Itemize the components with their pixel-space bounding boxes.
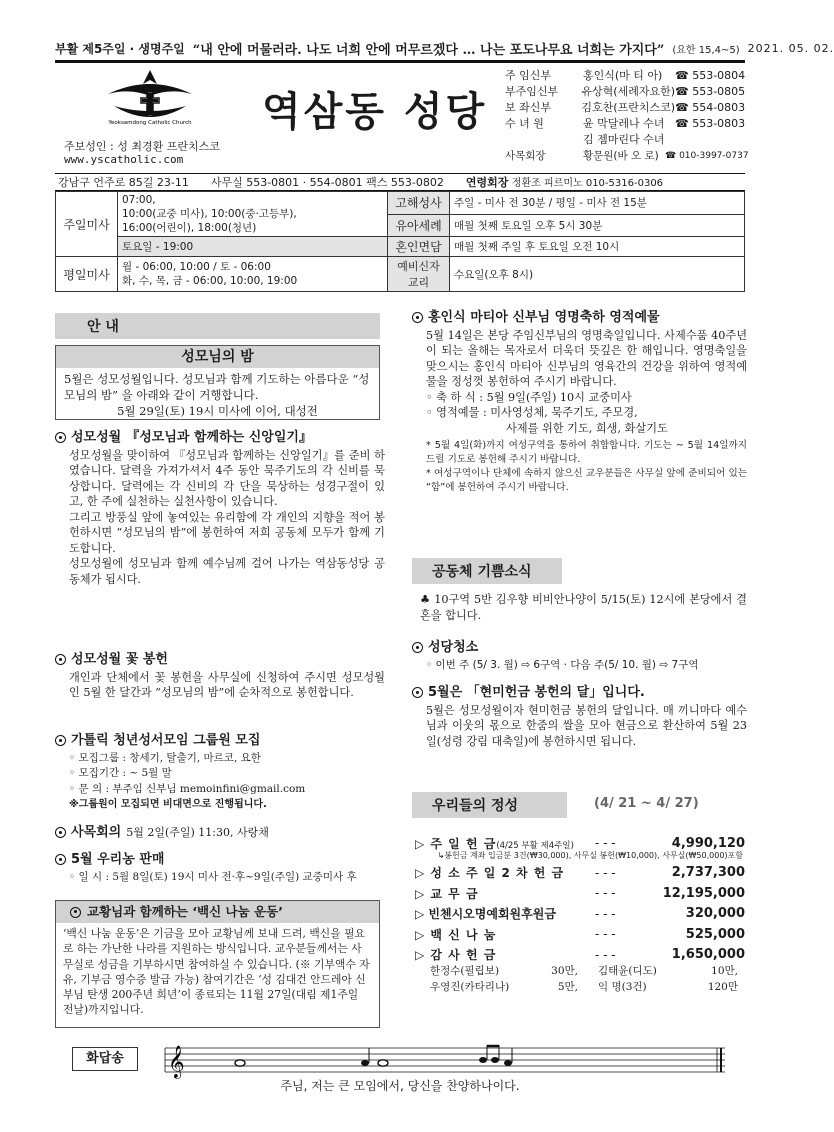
diary-notice xyxy=(55,430,385,587)
offering-note: ↳봉헌금 계좌 입금분 3건(₩30,000), 사무실 봉헌(₩10,000), 사무실(₩50,000)포함 xyxy=(437,850,743,860)
diary-paragraph: 그리고 방풍실 앞에 놓여있는 유리함에 각 개인의 지향을 적어 봉헌하시면 “성모님의 밤”에 봉헌하여 저희 공동체 모두가 함께 기도합니다. xyxy=(69,510,385,555)
thanksgiving-donors xyxy=(430,963,740,995)
donor-amount: 10만, xyxy=(711,965,738,977)
vaccine-sharing-box xyxy=(55,900,380,1028)
header-rule xyxy=(55,60,745,63)
offering-label: ▷ 성 소 주 일 2 차 헌 금 xyxy=(415,866,565,881)
bullet-icon xyxy=(412,642,423,653)
offering-label: ▷ 빈첸시오명예회원후원금 xyxy=(415,907,556,922)
offering-amount: 1,650,000 xyxy=(671,947,745,963)
service-label: 고해성사 xyxy=(388,192,450,215)
anniversary-gifts: 사제를 위한 기도, 희생, 화살기도 xyxy=(506,421,668,435)
clergy-phone: ☎ 553-0804 xyxy=(675,69,746,82)
anniversary-notice xyxy=(412,310,747,495)
offering-tab: 우리들의 정성 xyxy=(412,792,567,818)
anniversary-feast: ◦ 축 하 식 : 5월 9일(주일) 10시 교중미사 xyxy=(426,390,632,404)
cleaning-title: 성당청소 xyxy=(428,640,479,655)
clergy-name: 윤 막달레나 수녀 xyxy=(583,117,665,130)
clergy-name: 홍인식(마 티 아) xyxy=(583,69,663,82)
clergy-role: 보 좌신부 xyxy=(505,101,552,114)
offering-amount: 2,737,300 xyxy=(671,865,745,881)
clergy-row xyxy=(505,100,745,116)
weekday-mass-times: 월 - 06:00, 10:00 / 토 - 06:00 화, 수, 목, 금 - 06:00, 10:00, 19:00 xyxy=(118,257,388,292)
anniversary-body: 5월 14일은 본당 주임신부님의 영명축일입니다. 사제수품 40주년이 되는 올해는 목자로서 더욱더 뜻깊은 한 해입니다. 영명축일을 맞으시는 홍인식 마티아 신부님의 영육간의 건강을 위하여 영적예물을 정성껏 봉헌하여 주시기 바랍니다. xyxy=(426,328,747,388)
donor-row xyxy=(430,963,740,979)
address-bar xyxy=(55,173,745,191)
clergy-row xyxy=(505,84,745,100)
bullet-icon xyxy=(55,854,66,865)
donor-name: 익 명(3건) xyxy=(598,981,647,993)
patron-saint: 주보성인 : 성 최경환 프란치스코 xyxy=(64,140,220,153)
flower-body: 개인과 단체에서 꽃 봉헌을 사무실에 신청하여 주시면 성모성월인 5월 한 달간과 “성모님의 밤”에 순차적으로 봉헌합니다. xyxy=(69,670,385,699)
youth-title: 가톨릭 청년성서모임 그룹원 모집 xyxy=(71,733,261,748)
contact-info: 정환조 피르미노 010-5316-0306 xyxy=(511,178,664,189)
youth-line: ※그룹원이 모집되면 비대면으로 진행됩니다. xyxy=(69,799,267,810)
rice-offering-notice xyxy=(412,685,747,749)
diary-title-em: 『성모님과 함께하는 신앙일기』 xyxy=(126,430,312,445)
offering-row xyxy=(415,945,745,966)
anniversary-gifts: ◦ 영적예물 : 미사영성체, 묵주기도, 주모경, xyxy=(426,406,638,419)
service-label: 유아세례 xyxy=(388,214,450,237)
donor-amount: 30만, xyxy=(551,965,578,977)
anniversary-title: 홍인식 마티아 신부님 영명축하 영적예물 xyxy=(428,310,660,325)
offering-dash: - - - xyxy=(595,947,616,962)
flower-title: 성모성월 꽃 봉헌 xyxy=(71,652,168,667)
address: 강남구 언주로 85길 23-11 xyxy=(58,176,189,189)
offering-amount: 12,195,000 xyxy=(662,885,745,901)
quote-reference: (요한 15,4~5) xyxy=(672,44,740,56)
donor-name: 우영진(카타리나) xyxy=(430,981,510,993)
clergy-role: 주 임신부 xyxy=(505,69,552,82)
service-value: 매월 첫째 주일 후 토요일 오전 10시 xyxy=(450,237,745,257)
donor-amount: 5만, xyxy=(557,981,578,993)
contact-label: 연령회장 xyxy=(465,176,509,189)
clergy-phone: ☎ 553-0805 xyxy=(675,85,746,98)
offering-row xyxy=(415,904,745,925)
church-logo xyxy=(100,66,200,128)
offering-amount: 320,000 xyxy=(685,906,745,922)
donor-name: 김태윤(디도) xyxy=(598,965,657,977)
office-phone: 사무실 553-0801 · 554-0801 팩스 553-0802 xyxy=(210,176,444,189)
header-line xyxy=(55,38,834,58)
youth-line: ◦ 모집기간 : ~ 5월 말 xyxy=(69,767,172,779)
marian-night-box xyxy=(55,345,380,420)
council-title: 사목회의 xyxy=(71,825,122,840)
bullet-icon xyxy=(55,735,66,746)
sunday-mass-times: 07:00, 10:00(교중 미사), 10:00(중·고등부), 16:00(어린이), 18:00(청년) xyxy=(118,192,388,237)
vaccine-title: 교황님과 함께하는 ‘백신 나눔 운동’ xyxy=(87,904,283,919)
offering-dash: - - - xyxy=(595,865,616,880)
anniversary-note: * 여성구역이나 단체에 속하지 않으신 교우분들은 사무실 앞에 준비되어 있는 “함”에 봉헌하여 주시기 바랍니다. xyxy=(426,468,747,493)
bullet-icon xyxy=(412,312,423,323)
clergy-phone xyxy=(675,132,745,148)
logo-text: Yeoksamdong Catholic Church xyxy=(108,120,192,126)
service-value: 매월 첫째 토요일 오후 5시 30분 xyxy=(450,214,745,237)
service-label: 혼인면담 xyxy=(388,237,450,257)
weekday-mass-label: 평일미사 xyxy=(56,257,118,292)
clergy-role: 수 녀 원 xyxy=(505,117,544,130)
bullet-icon xyxy=(55,827,66,838)
offering-row xyxy=(415,924,745,945)
vaccine-body: ‘백신 나눔 운동’은 기금을 모아 교황님께 보내 드려, 백신을 필요로 하는 가난한 나라를 지원하는 방식입니다. 교우분들께서는 사무실로 성금을 기부하시면 참여하실 수 있습니다. (※ 기부액수 자유, 기부금 영수증 발급 가능) 참여기간은 ‘성 김대건 안드레아 신부님 탄생 200주년 희년’이 종료되는 11월 27일(대림 제1주일 전날)까지입니다. xyxy=(63,927,370,1017)
clergy-phone: ☎ 554-0803 xyxy=(675,101,746,114)
bullet-icon xyxy=(55,654,66,665)
farm-sale-title: 5월 우리농 판매 xyxy=(71,852,165,867)
donor-row xyxy=(430,979,740,995)
marian-night-body: 5월은 성모성월입니다. 성모님과 함께 기도하는 아름다운 “성모님의 밤” 을 아래와 같이 거행합니다. xyxy=(64,372,370,402)
farm-sale-notice xyxy=(55,852,385,885)
service-value: 주일 - 미사 전 30분 / 평일 - 미사 전 15분 xyxy=(450,192,745,215)
parish-news xyxy=(412,592,747,623)
mass-schedule-table xyxy=(55,191,745,292)
treble-clef-icon: 𝄞 xyxy=(168,1045,185,1078)
bullet-icon xyxy=(55,432,66,443)
rice-body: 5월은 성모성월이자 현미헌금 봉헌의 달입니다. 매 끼니마다 예수님과 이웃의 몫으로 한줌의 쌀을 모아 현금으로 환산하여 5월 23일(성령 강림 대축일)에 봉헌하시면 됩니다. xyxy=(426,703,747,748)
offering-dash: - - - xyxy=(595,836,616,851)
offering-dash: - - - xyxy=(595,886,616,901)
clergy-phone: ☎ 010-3997-0737 xyxy=(665,151,749,161)
season: 부활 제5주일 · 생명주일 xyxy=(55,41,185,56)
offering-row xyxy=(415,883,745,904)
offering-sub: (4/25 부활 제4주일) xyxy=(496,840,574,851)
diary-paragraph: 성모성월을 맞이하여 『성모님과 함께하는 신앙일기』를 준비 하였습니다. 달력을 가져가셔서 4주 동안 묵주기도의 각 신비를 묵상합니다. 달력에는 각 신비의 각 단을 묵상하는 성경구절이 있고, 한 주에 실천하는 실천사항이 있습니다. xyxy=(69,448,385,508)
offering-dash: - - - xyxy=(595,927,616,942)
clergy-row xyxy=(505,116,745,132)
service-value: 수요일(오후 8시) xyxy=(450,257,745,292)
wedding-news: ♣ 10구역 5반 김우향 비비안나양이 5/15(토) 12시에 본당에서 결혼을 합니다. xyxy=(420,593,747,622)
rice-title: 5월은 「현미헌금 봉헌의 달」입니다. xyxy=(428,685,645,700)
marian-night-when: 5월 29일(토) 19시 미사에 이어, 대성전 xyxy=(117,404,318,418)
parish-news-tab: 공동체 기쁨소식 xyxy=(412,558,562,584)
psalm-label: 화답송 xyxy=(72,1047,138,1071)
flower-offering-notice xyxy=(55,652,385,701)
guide-section-tab: 안 내 xyxy=(55,313,380,339)
youth-line: ◦ 모집그룹 : 창세기, 탈출기, 마르코, 요한 xyxy=(69,751,261,764)
music-staff xyxy=(165,1045,725,1078)
clergy-role xyxy=(505,132,583,148)
offering-period: (4/ 21 ~ 4/ 27) xyxy=(594,796,699,811)
offering-amount: 4,990,120 xyxy=(671,835,745,851)
donor-amount: 120만 xyxy=(707,981,738,993)
youth-bible-notice xyxy=(55,733,385,813)
offering-label: ▷ 백 신 나 눔 xyxy=(415,927,497,942)
page-title: 역삼동 성당 xyxy=(262,89,488,135)
offering-row xyxy=(415,863,745,884)
council-notice xyxy=(55,825,385,843)
offering-label: ▷ 교 무 금 xyxy=(415,886,479,901)
offering-label: ▷ 주 일 헌 금 xyxy=(415,836,497,851)
sunday-mass-label: 주일미사 xyxy=(56,192,118,257)
gospel-quote: “내 안에 머물러라. 나도 너희 안에 머무르겠다 … 나는 포도나무요 너희는 가지다” xyxy=(192,42,665,58)
clergy-row xyxy=(505,148,749,164)
bullet-icon xyxy=(412,687,423,698)
clergy-role: 부주임신부 xyxy=(505,85,559,98)
youth-line: ◦ 문 의 : 부주임 신부님 memoinfini@gmail.com xyxy=(69,782,306,795)
clergy-row xyxy=(505,132,745,148)
offering-label: ▷ 감 사 헌 금 xyxy=(415,948,497,963)
website-link[interactable]: www.yscatholic.com xyxy=(64,153,184,166)
offering-amount: 525,000 xyxy=(685,926,745,942)
clergy-list xyxy=(505,68,749,164)
clergy-name: 김 젬마린다 수녀 xyxy=(583,133,665,146)
clergy-name: 황문원(바 오 로) xyxy=(583,150,659,162)
service-label: 예비신자교리 xyxy=(388,257,450,292)
cleaning-detail: ◦ 이번 주 (5/ 3. 월) ⇨ 6구역 · 다음 주(5/ 10. 월) ⇨ 7구역 xyxy=(426,658,699,671)
issue-date: 2021. 05. 02. xyxy=(747,41,834,55)
council-detail: 5월 2일(주일) 11:30, 사랑채 xyxy=(126,826,269,839)
offering-list xyxy=(415,833,745,965)
clergy-role: 사목회장 xyxy=(505,150,546,162)
anniversary-note: * 5월 4일(화)까지 여성구역을 통하여 취합합니다. 기도는 ~ 5월 14일까지 드릴 기도로 봉헌해 주시기 바랍니다. xyxy=(426,440,747,465)
donor-name: 한정수(필립보) xyxy=(430,965,500,977)
marian-night-title: 성모님의 밤 xyxy=(56,346,379,368)
clergy-name: 유상혁(세례자요한) xyxy=(581,85,675,98)
clergy-phone: ☎ 553-0803 xyxy=(675,117,746,130)
diary-title: 성모성월 xyxy=(71,430,122,445)
clergy-row xyxy=(505,68,745,84)
bullet-icon xyxy=(70,907,81,918)
farm-sale-detail: ◦ 일 시 : 5월 8일(토) 19시 미사 전·후~9일(주일) 교중미사 후 xyxy=(69,870,357,883)
sunday-eve-mass: 토요일 - 19:00 xyxy=(118,237,388,257)
cleaning-notice xyxy=(412,640,747,673)
offering-dash: - - - xyxy=(595,906,616,921)
clergy-name: 김호찬(프란치스코) xyxy=(581,101,675,114)
psalm-text: 주님, 저는 큰 모임에서, 당신을 찬양하나이다. xyxy=(280,1079,520,1093)
diary-paragraph: 성모성월에 성모님과 함께 예수님께 걸어 나가는 역삼동성당 공동체가 됩시다. xyxy=(69,557,385,586)
